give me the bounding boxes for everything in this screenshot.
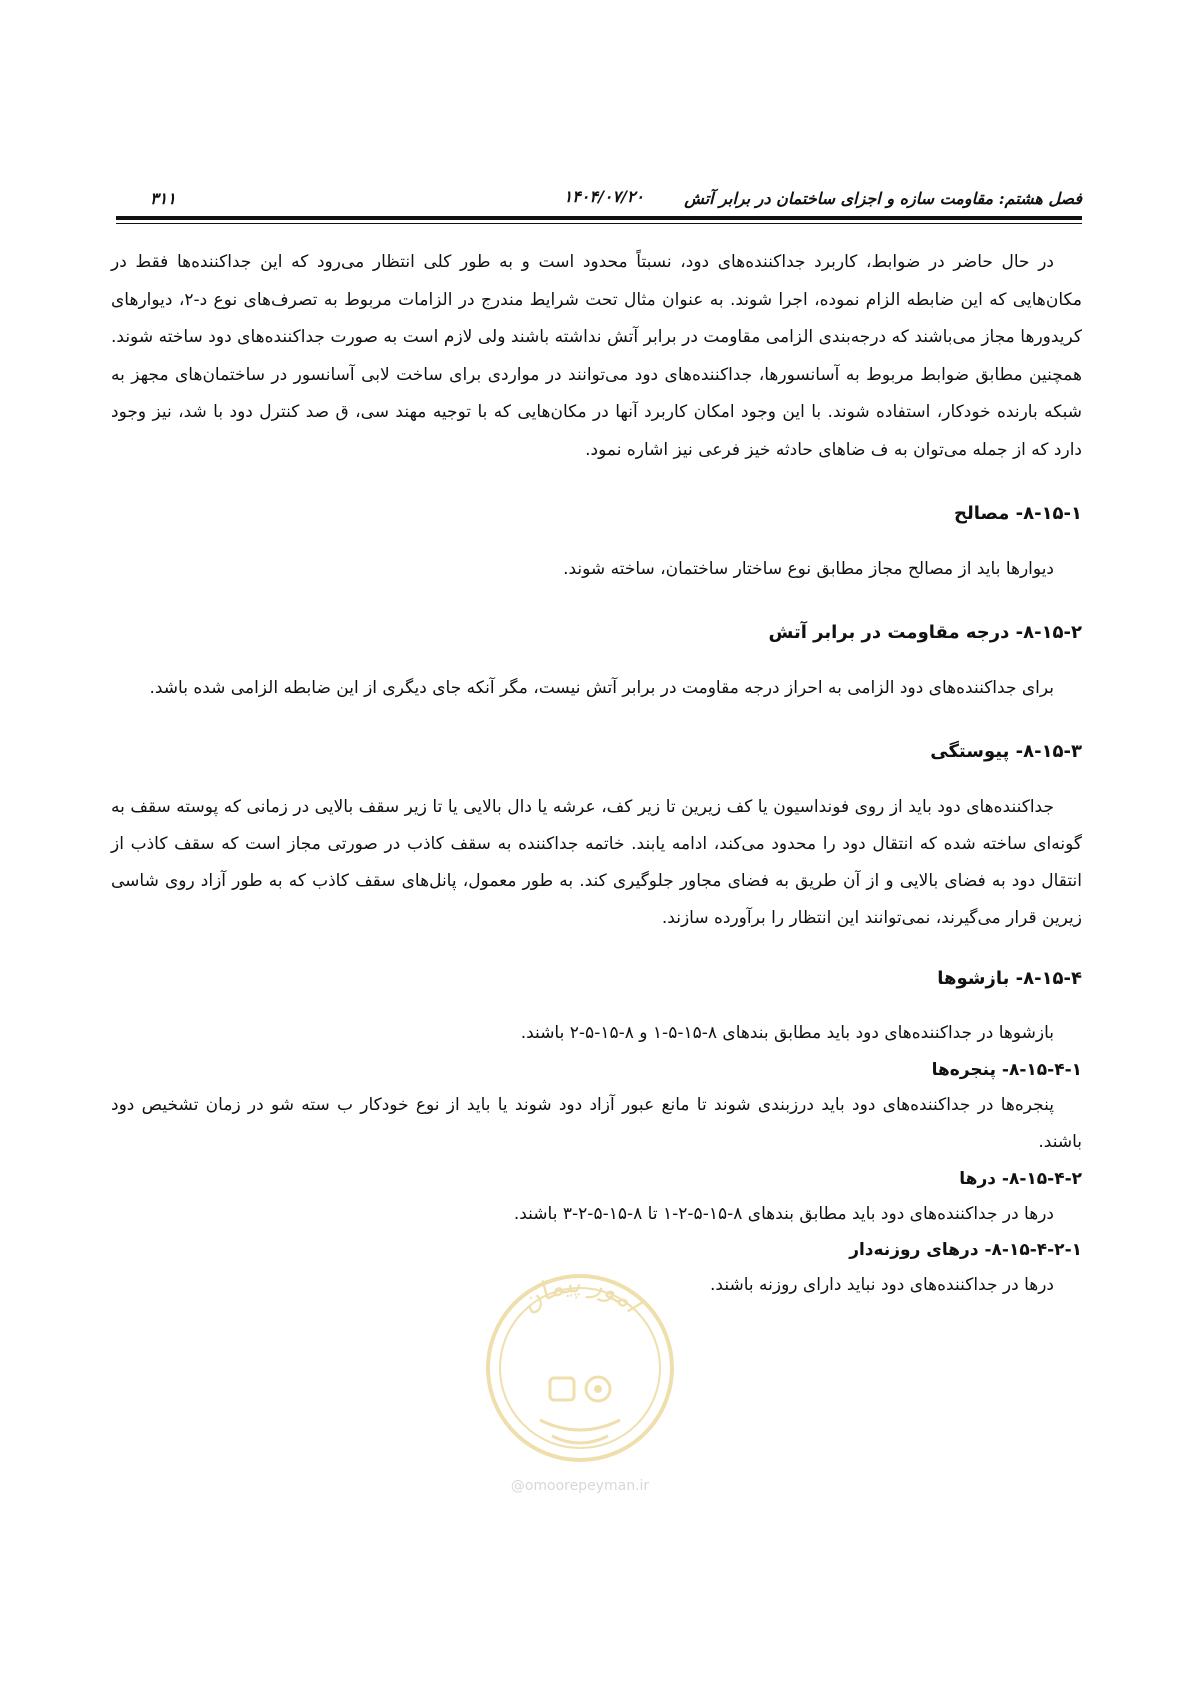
section-heading-windows: ۸-۱۵-۴-۱- پنجره‌ها bbox=[931, 1059, 1082, 1080]
section-heading-doors: ۸-۱۵-۴-۲- درها bbox=[959, 1168, 1082, 1189]
section-body-materials: دیوارها باید از مصالح مجاز مطابق نوع ساختار ساختمان، ساخته شوند. bbox=[563, 558, 1054, 579]
header-date: ۱۴۰۴/۰۷/۲۰ bbox=[563, 187, 644, 206]
section-body-louvered-doors: درها در جداکننده‌های دود نباید دارای روزنه باشند. bbox=[710, 1275, 1054, 1295]
intro-paragraph: در حال حاضر در ضوابط، کاربرد جداکننده‌های دود، نسبتاً محدود است و به طور کلی انتظار می‌رود که این جداکننده‌ها فقط در مکان‌هایی که این ضابطه الزام نموده، اجرا شوند. به عنوان مثال تحت شرایط مندرج در الزامات مربوط به تصرف‌های نوع د-۲، دیوارهای کریدورها مجاز می‌باشند که درجه‌بندی الزامی مقاومت در برابر آتش نداشته باشند ولی لازم است به صورت جداکننده‌های دود ساخته شوند. همچنین مطابق ضوابط مربوط به آسانسورها، جداکننده‌های دود می‌توانند در مواردی برای ساخت لابی آسانسور در ساختمان‌های مجهز به شبکه بارنده خودکار، استفاده شوند. با این وجود امکان کاربرد آنها در مکان‌هایی که با توجیه مهند سی، ق صد کنترل دود با شد، نیز وجود دارد که از جمله می‌توان به ف ضاهای حادثه خیز فرعی نیز اشاره نمود. bbox=[111, 252, 1083, 460]
section-heading-materials: ۸-۱۵-۱- مصالح bbox=[954, 503, 1082, 524]
section-heading-louvered-doors: ۸-۱۵-۴-۲-۱- درهای روزنه‌دار bbox=[849, 1240, 1082, 1260]
section-body-windows: پنجره‌ها در جداکننده‌های دود باید درزبندی شوند تا مانع عبور آزاد دود شوند یا باید از نوع خودکار ب سته شو در زمان تشخیص دود باشند. bbox=[111, 1094, 1082, 1152]
watermark-logo-text: امور پیمان bbox=[514, 1268, 647, 1319]
section-body-continuity: جداکننده‌های دود باید از روی فونداسیون یا کف زیرین تا زیر کف، عرشه یا دال بالایی یا تا زیر سقف بالایی در زمانی که پوسته سقف به گونه‌ای ساخته شده که انتقال دود را محدود می‌کند، ادامه یابند. خاتمه جداکننده به سقف کاذب در صورتی مجاز است که سقف کاذب از انتقال دود به فضای بالایی و از آن طریق به فضای مجاور جلوگیری کند. به طور معمول، پانل‌های سقف کاذب که به طور آزاد روی شاسی زیرین قرار می‌گیرند، نمی‌توانند این انتظار را برآورده سازند. bbox=[111, 796, 1082, 928]
section-heading-fire-rating: ۸-۱۵-۲- درجه مقاومت در برابر آتش bbox=[768, 622, 1082, 643]
header-rule bbox=[116, 216, 1082, 220]
running-header bbox=[120, 183, 1082, 213]
section-heading-continuity: ۸-۱۵-۳- پیوستگی bbox=[930, 741, 1082, 762]
header-rule-thin bbox=[116, 223, 1082, 224]
section-body-openings: بازشوها در جداکننده‌های دود باید مطابق بندهای ۸-۱۵-۵-۱ و ۸-۱۵-۵-۲ باشند. bbox=[520, 1023, 1054, 1043]
page-body bbox=[111, 244, 1082, 1305]
chapter-title: فصل هشتم: مقاومت سازه و اجزای ساختمان در برابر آتش bbox=[684, 189, 1082, 208]
page-number: ۳۱۱ bbox=[150, 189, 176, 208]
section-heading-openings: ۸-۱۵-۴- بازشوها bbox=[937, 967, 1082, 989]
section-body-doors: درها در جداکننده‌های دود باید مطابق بندهای ۸-۱۵-۵-۲-۱ تا ۸-۱۵-۵-۲-۳ باشند. bbox=[513, 1203, 1054, 1224]
section-body-fire-rating: برای جداکننده‌های دود الزامی به احراز درجه مقاومت در برابر آتش نیست، مگر آنکه جای دیگری از این ضابطه الزامی شده باشد. bbox=[149, 677, 1054, 698]
watermark-caption: @omoorepeyman.ir bbox=[510, 1478, 650, 1494]
